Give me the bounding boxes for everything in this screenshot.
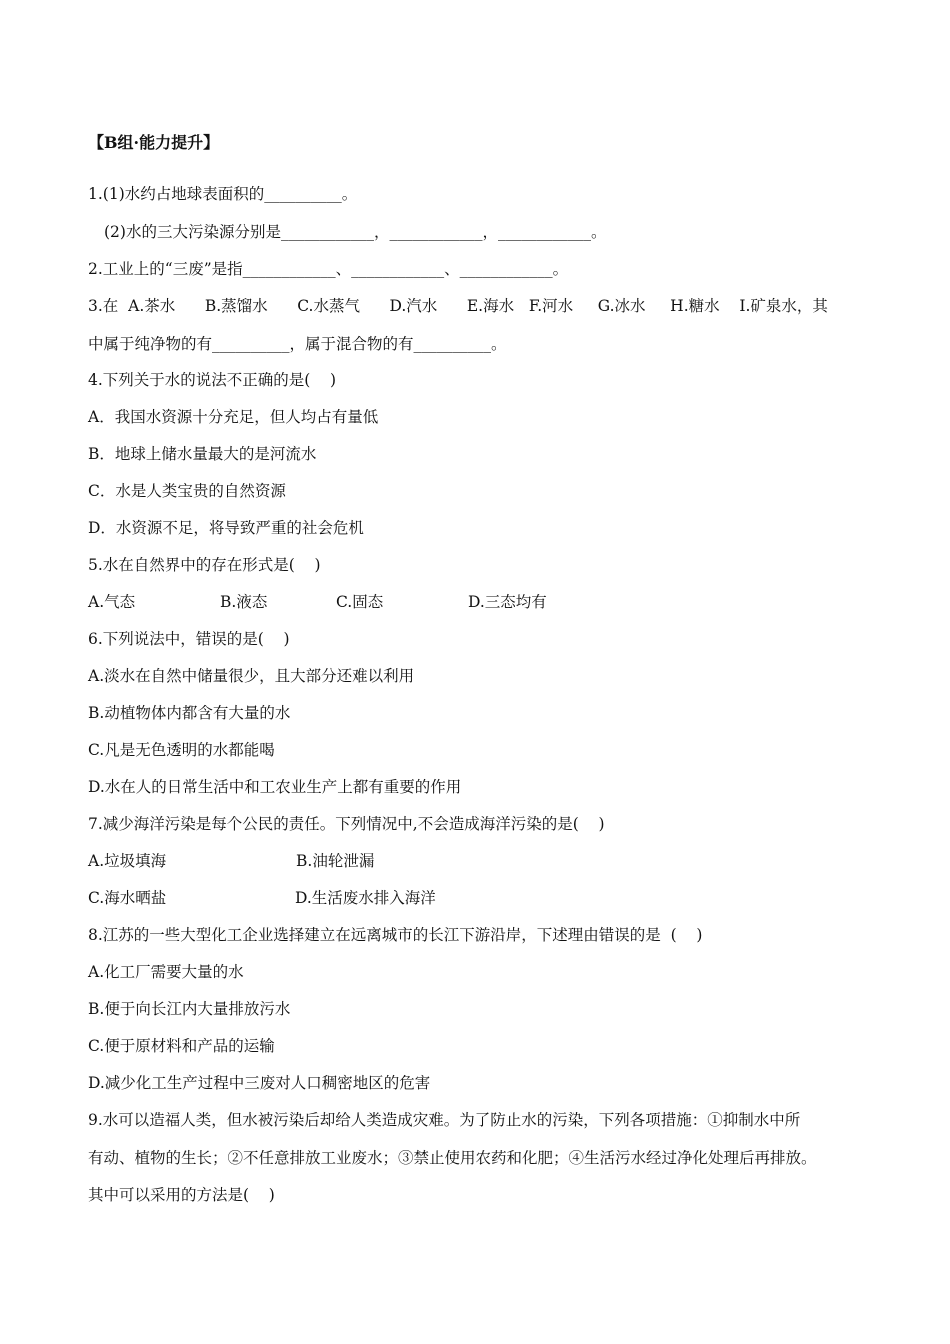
question-8-option-b: B.便于向长江内大量排放污水	[88, 1000, 291, 1018]
question-4-option-c: C．水是人类宝贵的自然资源	[88, 482, 286, 500]
question-1-part-1: 1.(1)水约占地球表面积的__________。	[88, 185, 358, 203]
question-5-option-d: D.三态均有	[468, 593, 547, 611]
question-6-option-b: B.动植物体内都含有大量的水	[88, 704, 291, 722]
question-7-option-b: B.油轮泄漏	[296, 852, 375, 870]
question-5: 5.水在自然界中的存在形式是( )	[88, 556, 321, 574]
question-6-option-d: D.水在人的日常生活中和工农业生产上都有重要的作用	[88, 778, 462, 796]
question-6: 6.下列说法中，错误的是( )	[88, 630, 290, 648]
question-7-option-d: D.生活废水排入海洋	[295, 889, 436, 907]
question-5-option-a: A.气态	[88, 593, 136, 611]
question-4-option-b: B．地球上储水量最大的是河流水	[88, 445, 317, 463]
question-7-option-c: C.海水晒盐	[88, 889, 167, 907]
question-6-option-a: A.淡水在自然中储量很少，且大部分还难以利用	[88, 667, 415, 685]
question-8-option-c: C.便于原材料和产品的运输	[88, 1037, 275, 1055]
question-9-line-3: 其中可以采用的方法是( )	[88, 1186, 275, 1204]
question-1-part-2: (2)水的三大污染源分别是____________，____________，____________。	[104, 223, 607, 241]
question-4: 4.下列关于水的说法不正确的是( )	[88, 371, 337, 389]
section-title: 【B组·能力提升】	[88, 133, 220, 152]
question-3-line-1: 3.在 A.茶水 B.蒸馏水 C.水蒸气 D.汽水 E.海水 F.河水 G.冰水 H.糖水 I.矿泉水，其	[88, 297, 828, 315]
question-5-option-c: C.固态	[336, 593, 384, 611]
question-9-line-1: 9.水可以造福人类，但水被污染后却给人类造成灾难。为了防止水的污染，下列各项措施：①抑制水中所	[88, 1111, 801, 1129]
question-9-line-2: 有动、植物的生长；②不任意排放工业废水；③禁止使用农药和化肥；④生活污水经过净化处理后再排放。	[88, 1149, 817, 1167]
question-3-line-2: 中属于纯净物的有__________，属于混合物的有__________。	[88, 335, 507, 353]
question-2: 2.工业上的“三废”是指____________、____________、____________。	[88, 260, 569, 278]
question-7: 7.减少海洋污染是每个公民的责任。下列情况中,不会造成海洋污染的是( )	[88, 815, 605, 833]
question-6-option-c: C.凡是无色透明的水都能喝	[88, 741, 275, 759]
question-8: 8.江苏的一些大型化工企业选择建立在远离城市的长江下游沿岸，下述理由错误的是 ( )	[88, 926, 703, 944]
question-8-option-d: D.减少化工生产过程中三废对人口稠密地区的危害	[88, 1074, 431, 1092]
question-4-option-d: D．水资源不足，将导致严重的社会危机	[88, 519, 364, 537]
question-5-option-b: B.液态	[220, 593, 268, 611]
question-4-option-a: A．我国水资源十分充足，但人均占有量低	[88, 408, 379, 426]
question-7-option-a: A.垃圾填海	[88, 852, 167, 870]
question-8-option-a: A.化工厂需要大量的水	[88, 963, 244, 981]
